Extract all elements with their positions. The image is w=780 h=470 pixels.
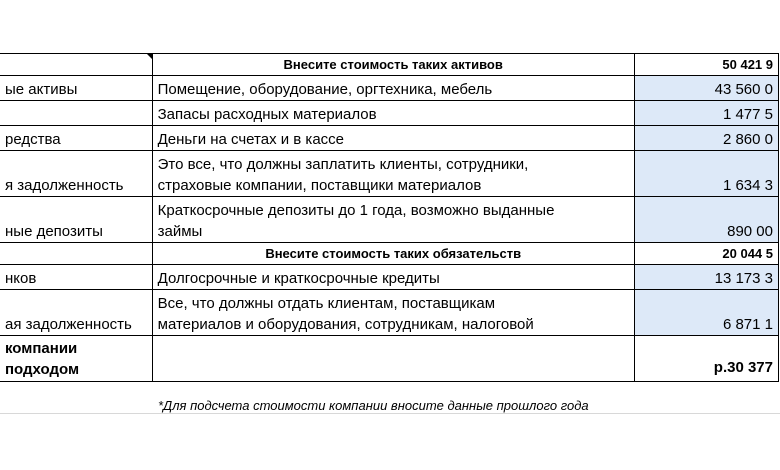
section-header-assets[interactable]: Внесите стоимость таких активов xyxy=(152,54,634,76)
cell-line: займы xyxy=(157,223,203,240)
input-cell[interactable]: 2 860 0 xyxy=(634,126,778,151)
cell-label[interactable]: редства xyxy=(0,126,152,151)
cell-line: компании xyxy=(5,339,78,357)
input-cell[interactable]: 13 173 3 xyxy=(634,265,778,290)
cell-line: материалов и оборудования, сотрудникам, налоговой xyxy=(157,316,534,333)
input-cell[interactable]: 43 560 0 xyxy=(634,76,778,101)
input-cell[interactable]: 1 634 3 xyxy=(634,151,778,197)
company-value-total[interactable]: р.30 377 xyxy=(634,336,778,382)
table-row xyxy=(0,151,779,197)
table-row xyxy=(0,101,779,126)
cell-label[interactable]: я задолженность xyxy=(0,151,152,197)
cell-description[interactable]: Запасы расходных материалов xyxy=(152,101,634,126)
cell-label[interactable] xyxy=(0,54,152,76)
table-row xyxy=(0,336,779,382)
cell-label[interactable]: ая задолженность xyxy=(0,290,152,336)
cell-description[interactable] xyxy=(152,290,634,336)
table-row xyxy=(0,243,779,265)
section-header-liabilities[interactable]: Внесите стоимость таких обязательств xyxy=(152,243,634,265)
total-liabilities-value[interactable]: 20 044 5 xyxy=(634,243,778,265)
cell-label[interactable] xyxy=(0,101,152,126)
cell-label[interactable]: ные депозиты xyxy=(0,197,152,243)
cell-line: подходом xyxy=(5,360,80,378)
cell-label[interactable]: нков xyxy=(0,265,152,290)
divider xyxy=(0,413,780,414)
cell-description[interactable]: Долгосрочные и краткосрочные кредиты xyxy=(152,265,634,290)
cell-description[interactable]: Деньги на счетах и в кассе xyxy=(152,126,634,151)
input-cell[interactable]: 6 871 1 xyxy=(634,290,778,336)
input-cell[interactable]: 890 00 xyxy=(634,197,778,243)
cell-line: Все, что должны отдать клиентам, поставщикам xyxy=(157,295,496,312)
cell-description[interactable] xyxy=(152,336,634,382)
table-row xyxy=(0,265,779,290)
cell-label[interactable] xyxy=(0,243,152,265)
cell-line: страховые компании, поставщики материалов xyxy=(157,177,482,194)
valuation-table xyxy=(0,53,779,382)
table-row xyxy=(0,76,779,101)
total-assets-value[interactable]: 50 421 9 xyxy=(634,54,778,76)
cell-line: Это все, что должны заплатить клиенты, сотрудники, xyxy=(157,156,529,173)
cell-label[interactable]: ые активы xyxy=(0,76,152,101)
cell-line: Краткосрочные депозиты до 1 года, возможно выданные xyxy=(157,202,555,219)
company-value-label[interactable] xyxy=(0,336,152,382)
cell-description[interactable] xyxy=(152,197,634,243)
table-row xyxy=(0,126,779,151)
table-row xyxy=(0,54,779,76)
cell-description[interactable]: Помещение, оборудование, оргтехника, мебель xyxy=(152,76,634,101)
table-row xyxy=(0,290,779,336)
input-cell[interactable]: 1 477 5 xyxy=(634,101,778,126)
footnote: *Для подсчета стоимости компании вносите данные прошлого года xyxy=(158,398,589,413)
table-row xyxy=(0,197,779,243)
cell-description[interactable] xyxy=(152,151,634,197)
